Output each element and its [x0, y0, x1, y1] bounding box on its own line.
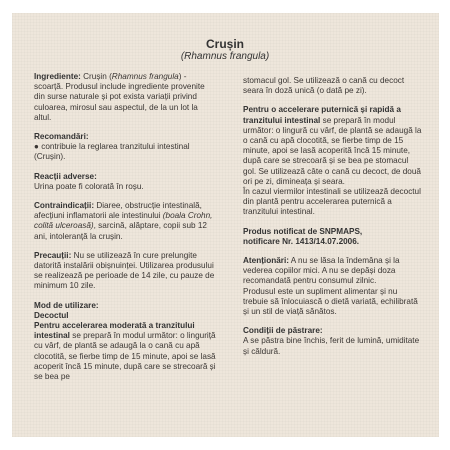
contraindications-section — [34, 201, 217, 242]
contraindications-text-1: Diaree, obstrucție intestinală, afecțiuni inflamatorii ale intestinului — [34, 201, 202, 221]
usage-moderate-text: se prepară în modul următor: o linguriță cu vârf, de plantă se adaugă la o cană cu apă clocotită, se fierbe timp de 15 minute, apoi se lasă acoperit încă 15 minute, după care se strecoară și se bea pe — [34, 331, 216, 382]
usage-paragraph — [34, 321, 217, 382]
precautions-heading: Precauții: — [34, 250, 72, 260]
warnings-text-2: Produsul este un supliment alimentar și nu trebuie să înlocuiască o dietă variată, echilibrată și un stil de viață sănătos. — [243, 286, 418, 317]
strong-acceleration-paragraph — [243, 105, 423, 187]
adverse-text: Urina poate fi colorată în roșu. — [34, 181, 144, 191]
recommendations-section — [34, 132, 217, 163]
storage-text: A se păstra bine închis, ferit de lumină, umiditate și căldură. — [243, 336, 420, 356]
ingredients-text-2: ) - scoarță. Produsul include ingrediente provenite din surse naturale și pot exista variații privind culoarea, mirosul sau aspectul, de la un lot la altul. — [34, 72, 205, 122]
page-title: Crușin — [205, 37, 244, 51]
recommendations-heading: Recomandări: — [34, 132, 89, 142]
usage-continued-text: stomacul gol. Se utilizează o cană cu decoct seara în doză unică (o dată pe zi). — [243, 76, 405, 96]
contraindications-paragraph — [34, 201, 217, 242]
recommendations-text: contribuie la reglarea tranzitului intestinal (Crușin). — [34, 142, 190, 162]
notification-section — [243, 227, 423, 247]
ingredients-text-1: Crușin ( — [80, 72, 112, 81]
ingredients-paragraph — [34, 72, 217, 123]
notification-line-2: notificare Nr. 1413/14.07.2006. — [243, 236, 360, 246]
adverse-section — [34, 172, 217, 192]
usage-subheading: Decoctul — [34, 310, 69, 320]
contraindications-italic: (boala Crohn, colită ulceroasă) — [34, 211, 213, 231]
adverse-heading: Reacții adverse: — [34, 171, 97, 181]
strong-acceleration-title: Pentru o accelerare puternică și rapidă a tranzitului intestinal — [243, 105, 401, 125]
strong-acceleration-text: se prepară în modul următor: o lingură cu vârf, de plantă se adaugă la o cană cu apă clocotită, se fierbe timp de 15 minute, apoi se lasă acoperită încă 15 minute, după care se strecoară și se bea pe stomacul gol. Se utilizează câte o cană cu decoct, de două ori pe zi, dimineața și seara. — [243, 115, 422, 186]
warnings-paragraph — [243, 256, 423, 287]
ingredients-latin: Rhamnus frangula — [111, 72, 179, 81]
ingredients-heading: Ingrediente: — [34, 72, 81, 81]
recommendations-item — [34, 142, 217, 162]
warnings-section — [243, 256, 423, 317]
usage-continued-section — [243, 76, 423, 96]
precautions-paragraph — [34, 251, 217, 292]
usage-section — [34, 301, 217, 383]
left-column — [34, 72, 217, 391]
right-column — [243, 76, 423, 366]
ingredients-section — [34, 72, 217, 123]
precautions-section — [34, 251, 217, 292]
precautions-text: Nu se utilizează în cure prelungite datorită instalării obișnuinței. Utilizarea produsului se realizează pe perioade de 14 zile, cu pauze de minimum 10 zile. — [34, 250, 215, 291]
page-subtitle: (Rhamnus frangula) — [180, 51, 270, 62]
worms-text: În cazul viermilor intestinali se utilizează decoctul din plantă pentru accelerarea puternică a tranzitului intestinal. — [243, 187, 421, 217]
contraindications-text-2: , sarcină, alăptare, copii sub 12 ani, intoleranță la crușin. — [34, 221, 207, 241]
warnings-text-1: A nu se lăsa la îndemâna și la vederea copiilor mici. A nu se depăși doza recomandată pentru consumul zilnic. — [243, 256, 400, 286]
usage-heading: Mod de utilizare: — [34, 300, 99, 310]
strong-acceleration-section — [243, 105, 423, 217]
storage-section — [243, 326, 423, 357]
bullet-icon: ● — [34, 142, 39, 152]
usage-moderate-title: Pentru accelerarea moderată a tranzitului intestinal — [34, 321, 195, 341]
notification-line-1: Produs notificat de SNPMAPS, — [243, 226, 363, 236]
storage-heading: Condiții de păstrare: — [243, 326, 323, 336]
contraindications-heading: Contraindicații: — [34, 201, 95, 211]
warnings-heading: Atenționări: — [243, 256, 289, 266]
